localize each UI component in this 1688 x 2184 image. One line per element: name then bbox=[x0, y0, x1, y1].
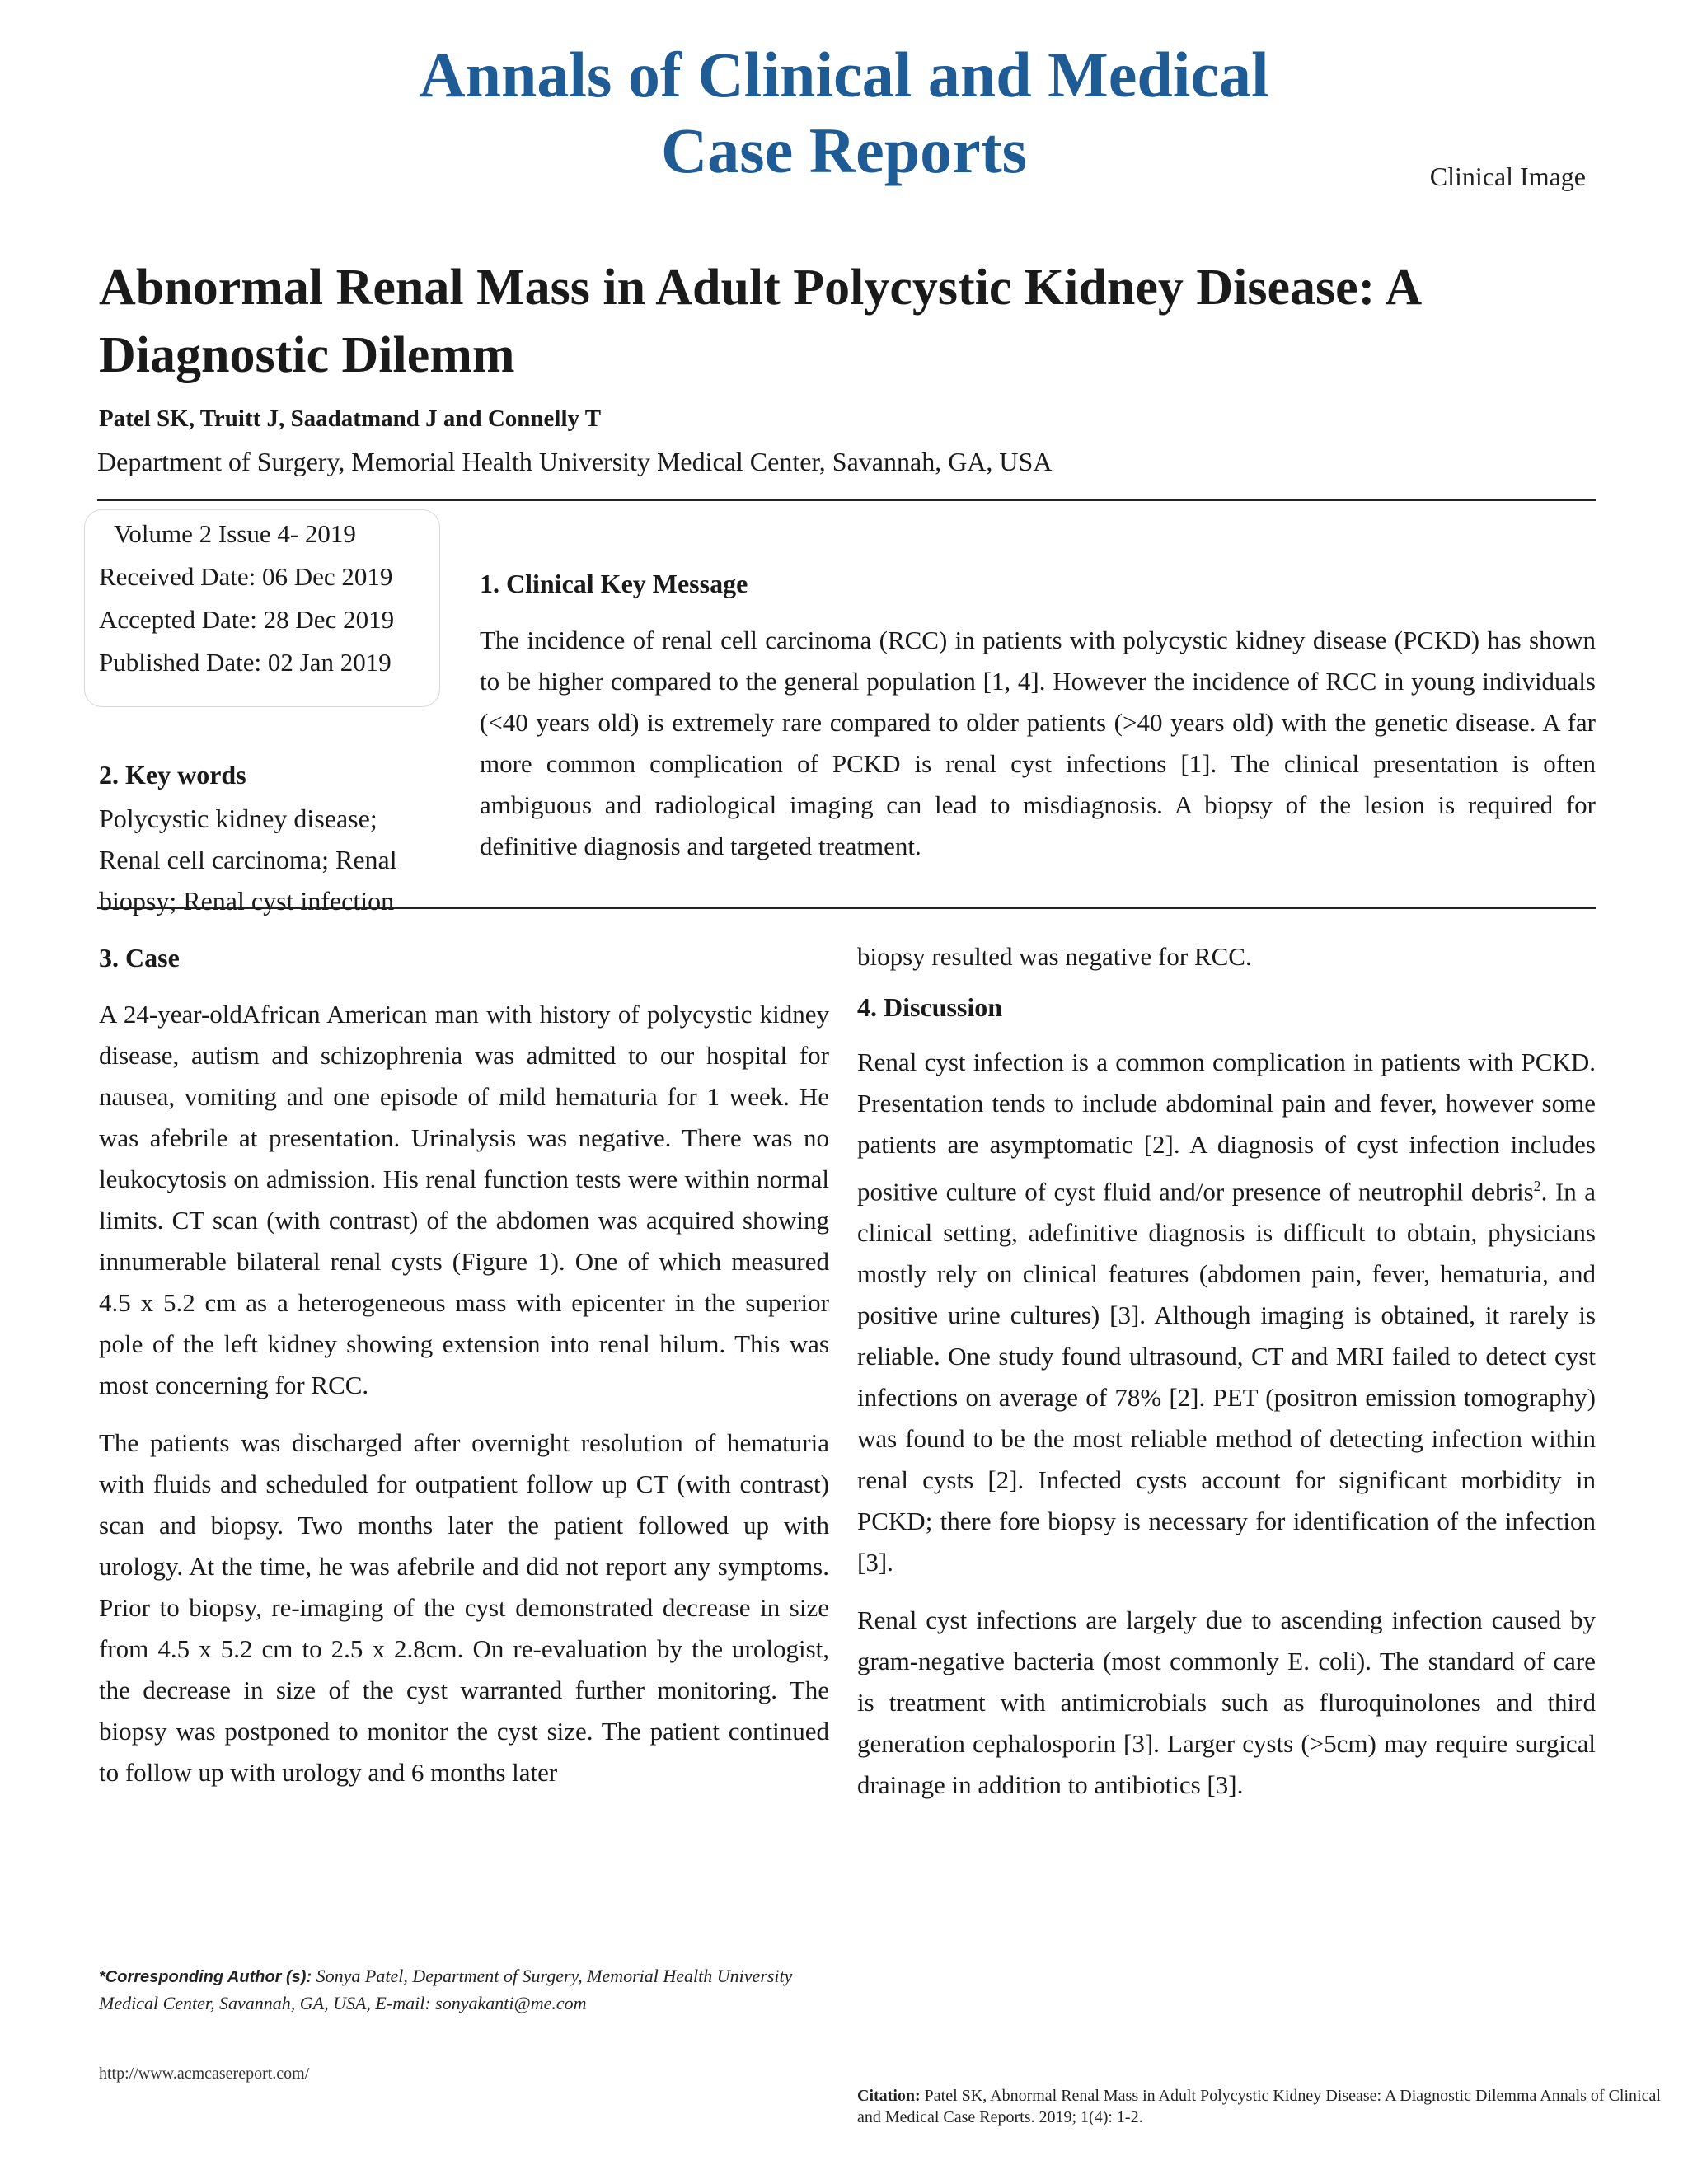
accepted-date: Accepted Date: 28 Dec 2019 bbox=[99, 605, 395, 634]
title-line1: Abnormal Renal Mass in Adult Polycystic Kidney Disease: A bbox=[99, 260, 1423, 316]
case-paragraph-1: A 24-year-oldAfrican American man with history of polycystic kidney disease, autism and schizophrenia was admitted to our hospital for nausea, vomiting and one episode of mild hematuria for 1 week. He was afebrile at presentation. Urinalysis was negative. There was no leukocytosis on admission. His renal function tests were within normal limits. CT scan (with contrast) of the abdomen was acquired showing innumerable bilateral renal cysts (Figure 1). One of which measured 4.5 x 5.2 cm as a heterogeneous mass with epicenter in the superior pole of the left kidney showing extension into renal hilum. This was most concerning for RCC. bbox=[99, 1000, 829, 1399]
case-paragraph-2: The patients was discharged after overnight resolution of hematuria with fluids and scheduled for outpatient follow up CT (with contrast) scan and biopsy. Two months later the patient followed up with urology. At the time, he was afebrile and did not report any symptoms. Prior to biopsy, re-imaging of the cyst demonstrated decrease in size from 4.5 x 5.2 cm to 2.5 x 2.8cm. On re-evaluation by the urologist, the decrease in size of the cyst warranted further monitoring. The biopsy was postponed to monitor the cyst size. The patient continued to follow up with urology and 6 months later bbox=[99, 1428, 829, 1787]
keywords-line2: Renal cell carcinoma; Renal bbox=[99, 845, 397, 874]
corresponding-author bbox=[99, 1963, 841, 2017]
discussion-heading: 4. Discussion bbox=[857, 992, 1003, 1022]
authors: Patel SK, Truitt J, Saadatmand J and Connelly T bbox=[99, 405, 602, 432]
keywords-section bbox=[99, 758, 445, 921]
article-dates bbox=[99, 513, 445, 684]
case-continuation: biopsy resulted was negative for RCC. bbox=[857, 942, 1252, 971]
corr-label: *Corresponding Author (s): bbox=[99, 1968, 312, 1986]
key-message-section bbox=[480, 567, 1596, 867]
keywords-line3: biopsy; Renal cyst infection bbox=[99, 886, 395, 916]
discussion-p1-part1: Renal cyst infection is a common complication in patients with PCKD. Presentation tends to include abdominal pain and fever, however some patients are asymptomatic [2]. A diagnosis of cyst infection includes positive culture of cyst fluid and/or presence of neutrophil debris bbox=[857, 1047, 1596, 1207]
title-line2: Diagnostic Dilemm bbox=[99, 327, 515, 383]
citation bbox=[857, 2085, 1681, 2128]
right-column bbox=[857, 936, 1596, 1806]
discussion-p1-part2: . In a clinical setting, adefinitive diagnosis is difficult to obtain, physicians mostly rely on clinical features (abdomen pain, fever, hematuria, and positive urine cultures) [3]. Although imaging is obtained, it rarely is reliable. One study found ultrasound, CT and MRI failed to detect cyst infections on average of 78% [2]. PET (positron emission tomography) was found to be the most reliable method of detecting infection within renal cysts [2]. Infected cysts account for significant morbidity in PCKD; there fore biopsy is necessary for identification of the infection [3]. bbox=[857, 1177, 1596, 1577]
corr-text: Sonya Patel, Department of Surgery, Memorial Health University Medical Center, Savannah, GA, USA, E-mail: sonyakanti@me.com bbox=[99, 1966, 793, 2013]
journal-name-line1: Annals of Clinical and Medical bbox=[419, 39, 1269, 110]
citation-text: Patel SK, Abnormal Renal Mass in Adult Polycystic Kidney Disease: A Diagnostic Dilemma Annals of Clinical and Medical Case Reports. 2019; 1(4): 1-2. bbox=[857, 2087, 1661, 2126]
keywords-heading: 2. Key words bbox=[99, 760, 246, 790]
discussion-paragraph-2: Renal cyst infections are largely due to ascending infection caused by gram-negative bacteria (most commonly E. coli). The standard of care is treatment with antimicrobials such as fluroquinolones and third generation cephalosporin [3]. Larger cysts (>5cm) may require surgical drainage in addition to antibiotics [3]. bbox=[857, 1605, 1596, 1800]
top-divider bbox=[97, 499, 1596, 501]
keywords-line1: Polycystic kidney disease; bbox=[99, 804, 377, 833]
received-date: Received Date: 06 Dec 2019 bbox=[99, 562, 393, 591]
article-type: Clinical Image bbox=[1429, 162, 1586, 191]
section-divider bbox=[97, 907, 1596, 909]
citation-superscript: 2 bbox=[1533, 1178, 1541, 1194]
published-date: Published Date: 02 Jan 2019 bbox=[99, 648, 392, 677]
affiliation: Department of Surgery, Memorial Health University Medical Center, Savannah, GA, USA bbox=[97, 447, 1053, 476]
key-message-text: The incidence of renal cell carcinoma (RCC) in patients with polycystic kidney disease (PCKD) has shown to be higher compared to the general population [1, 4]. However the incidence of RCC in young individuals (<40 years old) is extremely rare compared to older patients (>40 years old) with the genetic disease. A far more common complication of PCKD is renal cyst infections [1]. The clinical presentation is often ambiguous and radiological imaging can lead to misdiagnosis. A biopsy of the lesion is required for definitive diagnosis and targeted treatment. bbox=[480, 626, 1596, 860]
volume-issue: Volume 2 Issue 4- 2019 bbox=[114, 519, 356, 548]
case-section bbox=[99, 941, 829, 1793]
citation-label: Citation: bbox=[857, 2087, 921, 2105]
article-title bbox=[99, 254, 1582, 389]
journal-url[interactable]: http://www.acmcasereport.com/ bbox=[99, 2064, 310, 2083]
journal-name-line2: Case Reports bbox=[660, 115, 1028, 186]
discussion-paragraph-1 bbox=[857, 1042, 1596, 1583]
case-heading: 3. Case bbox=[99, 943, 180, 972]
key-message-heading: 1. Clinical Key Message bbox=[480, 569, 748, 598]
